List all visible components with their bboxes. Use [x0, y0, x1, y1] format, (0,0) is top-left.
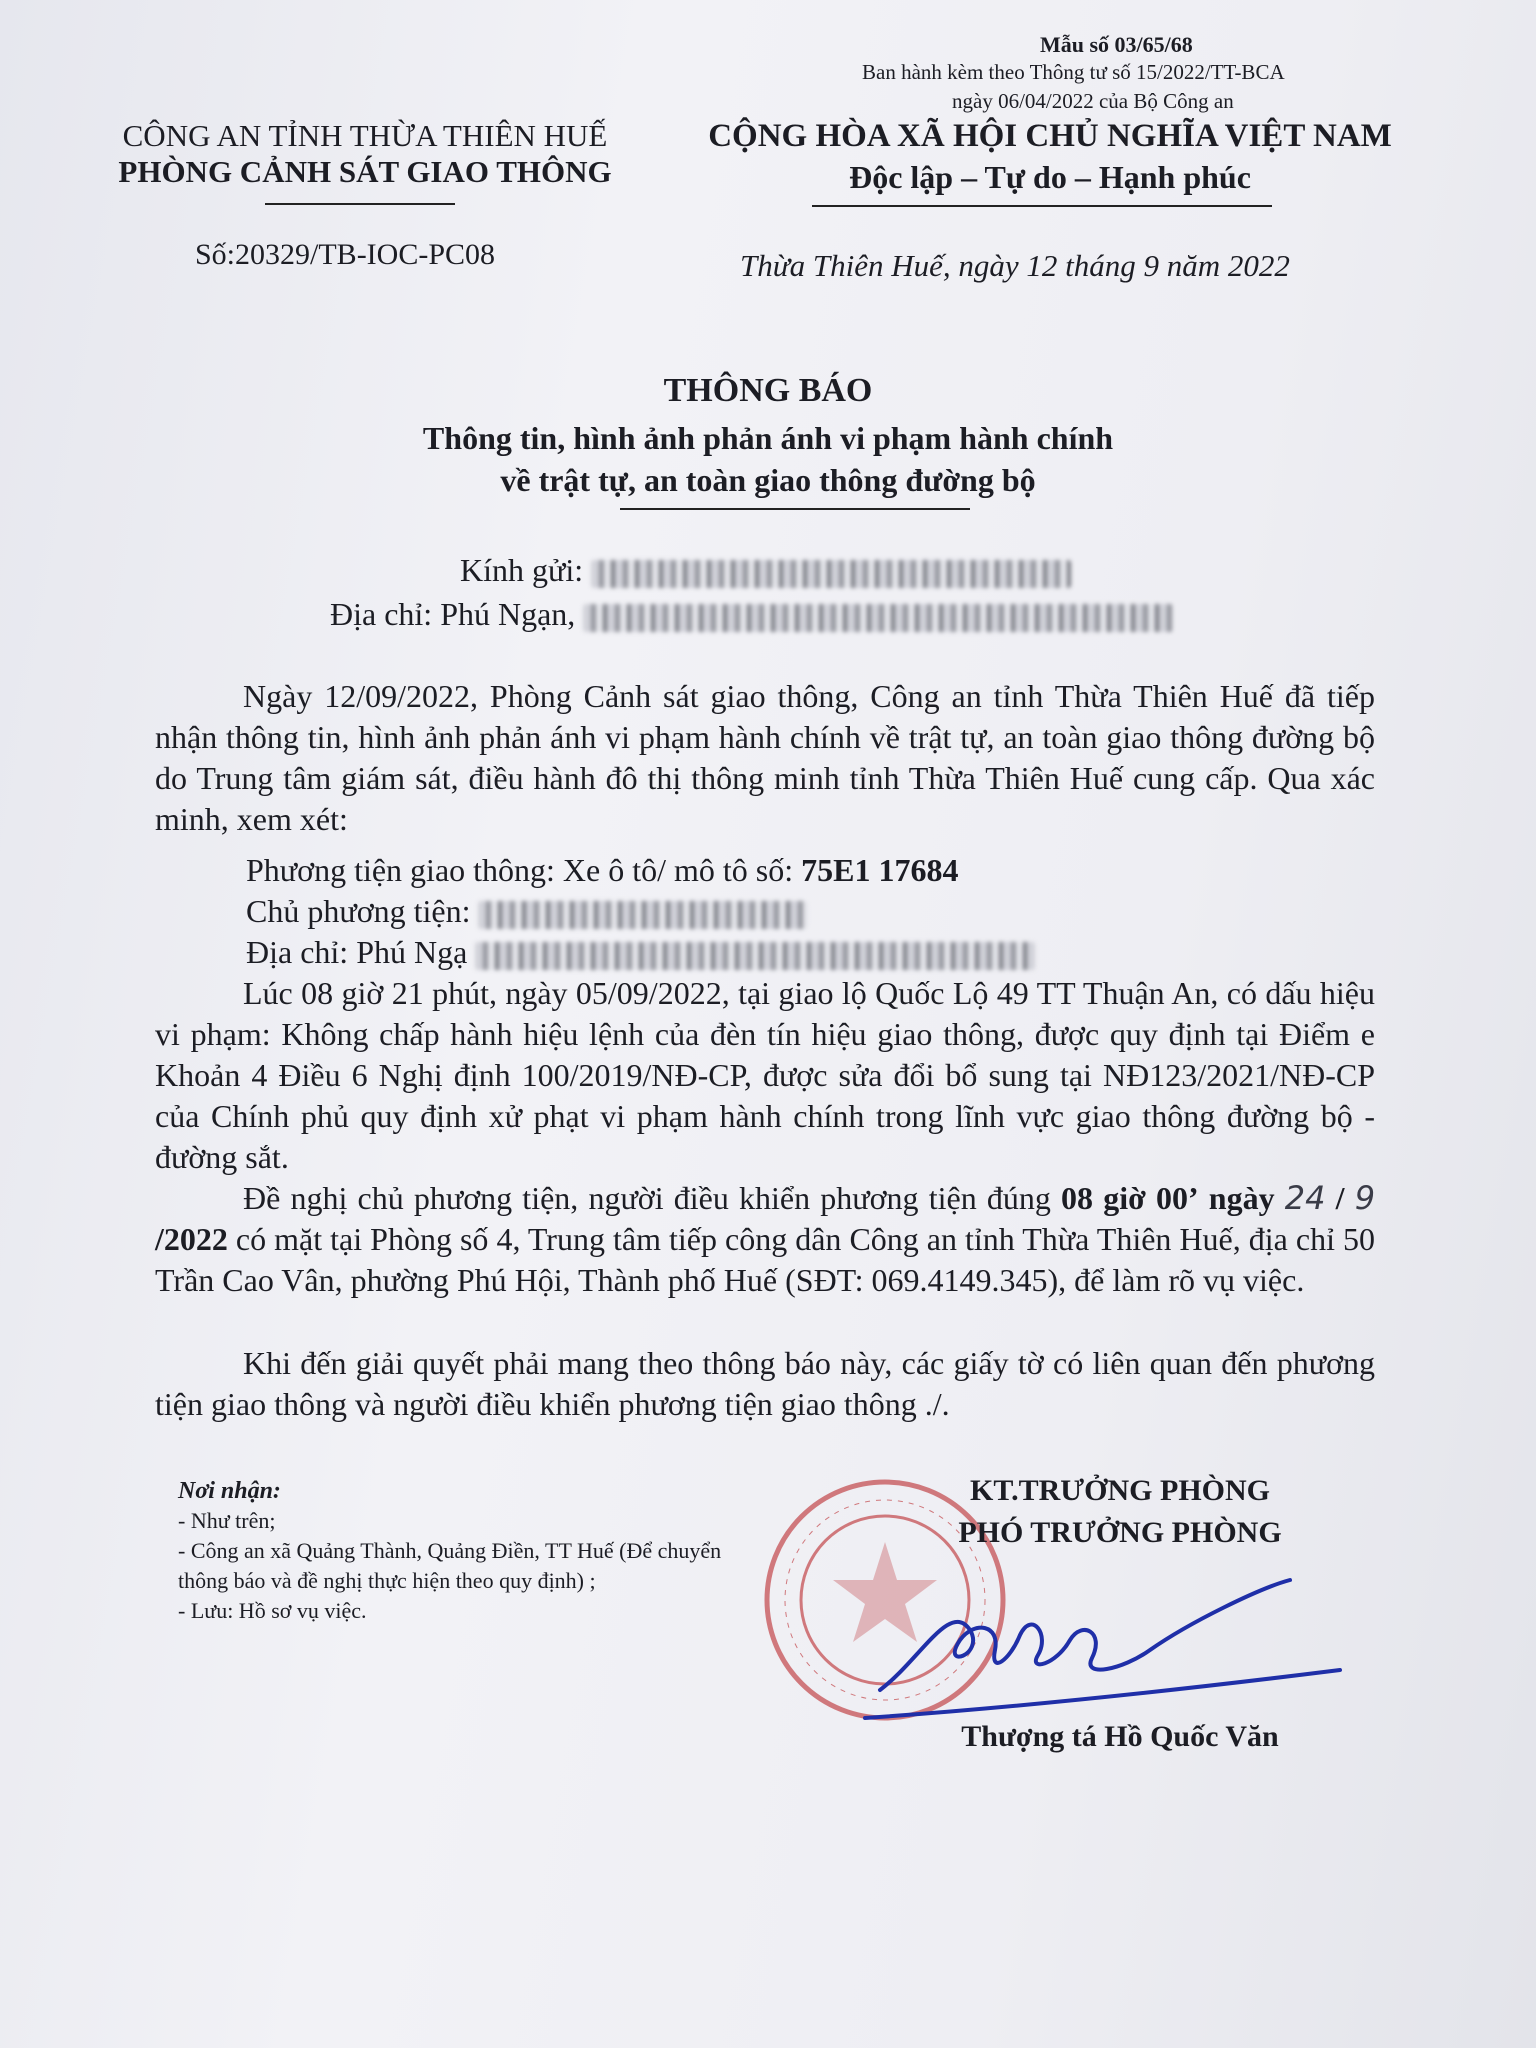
- form-reference: Ban hành kèm theo Thông tư số 15/2022/TT-BCA: [862, 60, 1285, 84]
- redacted-address: [583, 604, 1173, 632]
- summons-day: 24: [1284, 1179, 1326, 1217]
- summons-location: có mặt tại Phòng số 4, Trung tâm tiếp công dân Công an tỉnh Thừa Thiên Huế, địa chỉ 50 Trần Cao Vân, phường Phú Hội, Thành phố Huế (SĐT: 069.4149.345), để làm rõ vụ việc.: [155, 1221, 1376, 1298]
- address-label: Địa chỉ: Phú Ngạn,: [330, 596, 576, 632]
- vehicle-line: [246, 850, 1346, 891]
- addressee-address-line: [330, 596, 1173, 633]
- addressee-line: [460, 552, 1071, 589]
- paragraph-violation: Lúc 08 giờ 21 phút, ngày 05/09/2022, tại giao lộ Quốc Lộ 49 TT Thuận An, có dấu hiệu vi phạm: Không chấp hành hiệu lệnh của đèn tín hiệu giao thông, được quy định tại Điểm e Khoản 4 Điều 6 Nghị định 100/2019/NĐ-CP, được sửa đổi bổ sung tại NĐ123/2021/NĐ-CP của Chính phủ quy định xử phạt vi phạm hành chính trong lĩnh vực giao thông đường bộ - đường sắt.: [155, 975, 1375, 1175]
- summons-day-label: ngày: [1208, 1180, 1275, 1216]
- summons-month: 9: [1354, 1179, 1376, 1217]
- form-number: Mẫu số 03/65/68: [1040, 32, 1193, 57]
- recipients-block: [178, 1476, 738, 1626]
- document-title: THÔNG BÁO: [663, 372, 873, 409]
- recipient-item: - Như trên;: [178, 1508, 276, 1533]
- document-number: Số:20329/TB-IOC-PC08: [195, 238, 496, 271]
- document-subtitle-2: về trật tự, an toàn giao thông đường bộ: [500, 462, 1036, 498]
- paragraph-received: Ngày 12/09/2022, Phòng Cảnh sát giao thông, Công an tỉnh Thừa Thiên Huế đã tiếp nhận thông tin, hình ảnh phản ánh vi phạm hành chính về trật tự, an toàn giao thông đường bộ do Trung tâm giám sát, điều hành đô thị thông minh tỉnh Thừa Thiên Huế cung cấp. Qua xác minh, xem xét:: [155, 678, 1375, 837]
- summons-time: 08 giờ 00’: [1061, 1180, 1199, 1216]
- summons-text: Đề nghị chủ phương tiện, người điều khiển phương tiện đúng: [243, 1180, 1051, 1216]
- redacted-owner: [478, 901, 808, 929]
- redacted-owner-address: [475, 942, 1035, 970]
- vehicle-label: Phương tiện giao thông: Xe ô tô/ mô tô số:: [246, 852, 794, 888]
- recipient-item: - Lưu: Hồ sơ vụ việc.: [178, 1598, 367, 1623]
- signer-authority: KT.TRƯỞNG PHÒNG: [970, 1474, 1270, 1507]
- title-underline: [620, 508, 970, 510]
- signer-name: Thượng tá Hồ Quốc Văn: [961, 1720, 1279, 1753]
- plate-number: 75E1 17684: [801, 852, 959, 888]
- national-heading: [680, 118, 1420, 196]
- redacted-name: [591, 560, 1071, 588]
- recipient-item: - Công an xã Quảng Thành, Quảng Điền, TT Huế (Để chuyển thông báo và đề nghị thực hiện theo quy định) ;: [178, 1538, 722, 1593]
- owner-address-line: [246, 932, 1346, 973]
- owner-label: Chủ phương tiện:: [246, 893, 471, 929]
- owner-line: [246, 891, 1346, 932]
- motto: Độc lập – Tự do – Hạnh phúc: [849, 159, 1251, 195]
- agency-parent: CÔNG AN TỈNH THỪA THIÊN HUẾ: [122, 118, 608, 153]
- addressee-label: Kính gửi:: [460, 552, 584, 588]
- recipients-heading: Nơi nhận:: [178, 1478, 281, 1504]
- handwritten-signature: [860, 1540, 1380, 1740]
- form-reference-date: ngày 06/04/2022 của Bộ Công an: [952, 89, 1234, 113]
- motto-underline: [812, 205, 1272, 207]
- owner-address-label: Địa chỉ: Phú Ngạ: [246, 934, 468, 970]
- signer-position: PHÓ TRƯỞNG PHÒNG: [958, 1516, 1282, 1549]
- place-date: Thừa Thiên Huế, ngày 12 tháng 9 năm 2022: [740, 248, 1290, 283]
- issuing-agency: [80, 118, 650, 190]
- paragraph-documents: Khi đến giải quyết phải mang theo thông báo này, các giấy tờ có liên quan đến phương tiện giao thông và người điều khiển phương tiện giao thông ./.: [155, 1345, 1375, 1422]
- agency-underline: [265, 203, 455, 205]
- nation-name: CỘNG HÒA XÃ HỘI CHỦ NGHĨA VIỆT NAM: [708, 118, 1392, 154]
- agency-name: PHÒNG CẢNH SÁT GIAO THÔNG: [118, 154, 612, 189]
- document-subtitle-1: Thông tin, hình ảnh phản ánh vi phạm hành chính: [422, 420, 1114, 456]
- summons-year: /2022: [155, 1221, 228, 1257]
- paragraph-summons: Đề nghị chủ phương tiện, người điều khiển phương tiện đúng 08 giờ 00’ ngày 24 / 9 /2022 có mặt tại Phòng số 4, Trung tâm tiếp công dân Công an tỉnh Thừa Thiên Huế, địa chỉ 50 Trần Cao Vân, phường Phú Hội, Thành phố Huế (SĐT: 069.4149.345), để làm rõ vụ việc.: [155, 1179, 1376, 1298]
